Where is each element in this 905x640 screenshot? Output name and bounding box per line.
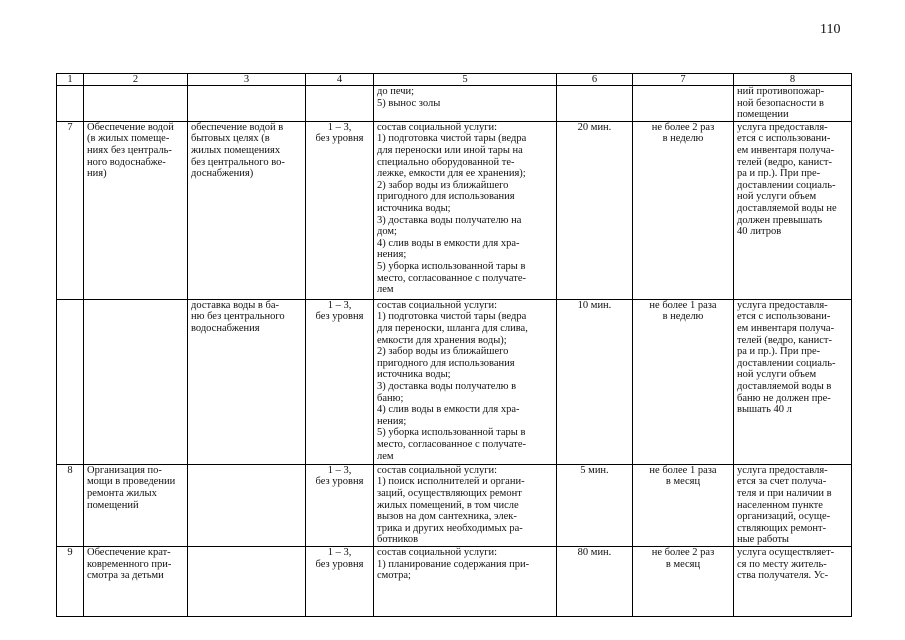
service-frequency: не более 2 раз в месяц bbox=[633, 546, 734, 616]
header-col-7: 7 bbox=[633, 74, 734, 86]
service-notes: ний противопожар- ной безопасности в помещении bbox=[734, 86, 852, 122]
header-row bbox=[57, 74, 852, 86]
service-time: 10 мин. bbox=[557, 299, 633, 464]
header-col-8: 8 bbox=[734, 74, 852, 86]
service-time bbox=[557, 86, 633, 122]
service-content: до печи; 5) вынос золы bbox=[374, 86, 557, 122]
service-level: 1 – 3, без уровня bbox=[306, 299, 374, 464]
header-col-2: 2 bbox=[84, 74, 188, 86]
service-content: состав социальной услуги: 1) поиск исполнителей и органи- заций, осуществляющих ремонт жилых помещений, в том числе вызов на дом сантехника, элек- трика и других необходимых ра- ботников bbox=[374, 464, 557, 546]
subservice-name: доставка воды в ба- ню без центрального водоснабжения bbox=[188, 299, 306, 464]
table-row bbox=[57, 546, 852, 616]
table-row bbox=[57, 86, 852, 122]
header-col-1: 1 bbox=[57, 74, 84, 86]
service-frequency: не более 1 раза в неделю bbox=[633, 299, 734, 464]
row-number bbox=[57, 86, 84, 122]
header-col-6: 6 bbox=[557, 74, 633, 86]
service-time: 5 мин. bbox=[557, 464, 633, 546]
service-frequency: не более 1 раза в месяц bbox=[633, 464, 734, 546]
header-col-3: 3 bbox=[188, 74, 306, 86]
subservice-name bbox=[188, 86, 306, 122]
row-number: 9 bbox=[57, 546, 84, 616]
service-notes: услуга осуществляет- ся по месту житель- ства получателя. Ус- bbox=[734, 546, 852, 616]
service-level: 1 – 3, без уровня bbox=[306, 464, 374, 546]
service-time: 80 мин. bbox=[557, 546, 633, 616]
row-number: 8 bbox=[57, 464, 84, 546]
services-table bbox=[56, 73, 852, 617]
header-col-4: 4 bbox=[306, 74, 374, 86]
service-notes: услуга предоставля- ется с использовани- ем инвентаря получа- телей (ведро, канист- ра и пр.). При пре- доставлении социаль- ной услуги объем доставляемой воды не должен превышать 40 литров bbox=[734, 121, 852, 299]
table-row bbox=[57, 121, 852, 299]
service-frequency bbox=[633, 86, 734, 122]
service-time: 20 мин. bbox=[557, 121, 633, 299]
service-notes: услуга предоставля- ется за счет получа- теля и при наличии в населенном пункте организаций, осуще- ствляющих ремонт- ные работы bbox=[734, 464, 852, 546]
service-name: Обеспечение водой (в жилых помеще- ниях без централь- ного водоснабже- ния) bbox=[84, 121, 188, 299]
page-number: 110 bbox=[820, 22, 841, 37]
service-frequency: не более 2 раз в неделю bbox=[633, 121, 734, 299]
service-name: Обеспечение крат- ковременного при- смотра за детьми bbox=[84, 546, 188, 616]
subservice-name bbox=[188, 546, 306, 616]
service-content: состав социальной услуги: 1) подготовка чистой тары (ведра для переноски, шланга для слива, емкости для хранения воды); 2) забор воды из ближайшего пригодного для использования источника воды; 3) доставка воды получателю в баню; 4) слив воды в емкости для хра- нения; 5) уборка использованной тары в место, согласованное с получате- лем bbox=[374, 299, 557, 464]
service-name: Организация по- мощи в проведении ремонта жилых помещений bbox=[84, 464, 188, 546]
header-col-5: 5 bbox=[374, 74, 557, 86]
service-name bbox=[84, 86, 188, 122]
service-content: состав социальной услуги: 1) планирование содержания при- смотра; bbox=[374, 546, 557, 616]
service-level: 1 – 3, без уровня bbox=[306, 546, 374, 616]
subservice-name: обеспечение водой в бытовых целях (в жилых помещениях без центрального во- доснабжения) bbox=[188, 121, 306, 299]
service-level: 1 – 3, без уровня bbox=[306, 121, 374, 299]
table-row bbox=[57, 464, 852, 546]
row-number bbox=[57, 299, 84, 464]
service-notes: услуга предоставля- ется с использовани- ем инвентаря получа- телей (ведро, канист- ра и пр.). При пре- доставлении социаль- ной услуги объем доставляемой воды в баню не должен пре- вышать 40 л bbox=[734, 299, 852, 464]
service-content: состав социальной услуги: 1) подготовка чистой тары (ведра для переноски или иной тары на специально оборудованной те- лежке, емкости для ее хранения); 2) забор воды из ближайшего пригодного для использования источника воды; 3) доставка воды получателю на дом; 4) слив воды в емкости для хра- нения; 5) уборка использованной тары в место, согласованное с получате- лем bbox=[374, 121, 557, 299]
service-level bbox=[306, 86, 374, 122]
subservice-name bbox=[188, 464, 306, 546]
service-name bbox=[84, 299, 188, 464]
row-number: 7 bbox=[57, 121, 84, 299]
table-row bbox=[57, 299, 852, 464]
